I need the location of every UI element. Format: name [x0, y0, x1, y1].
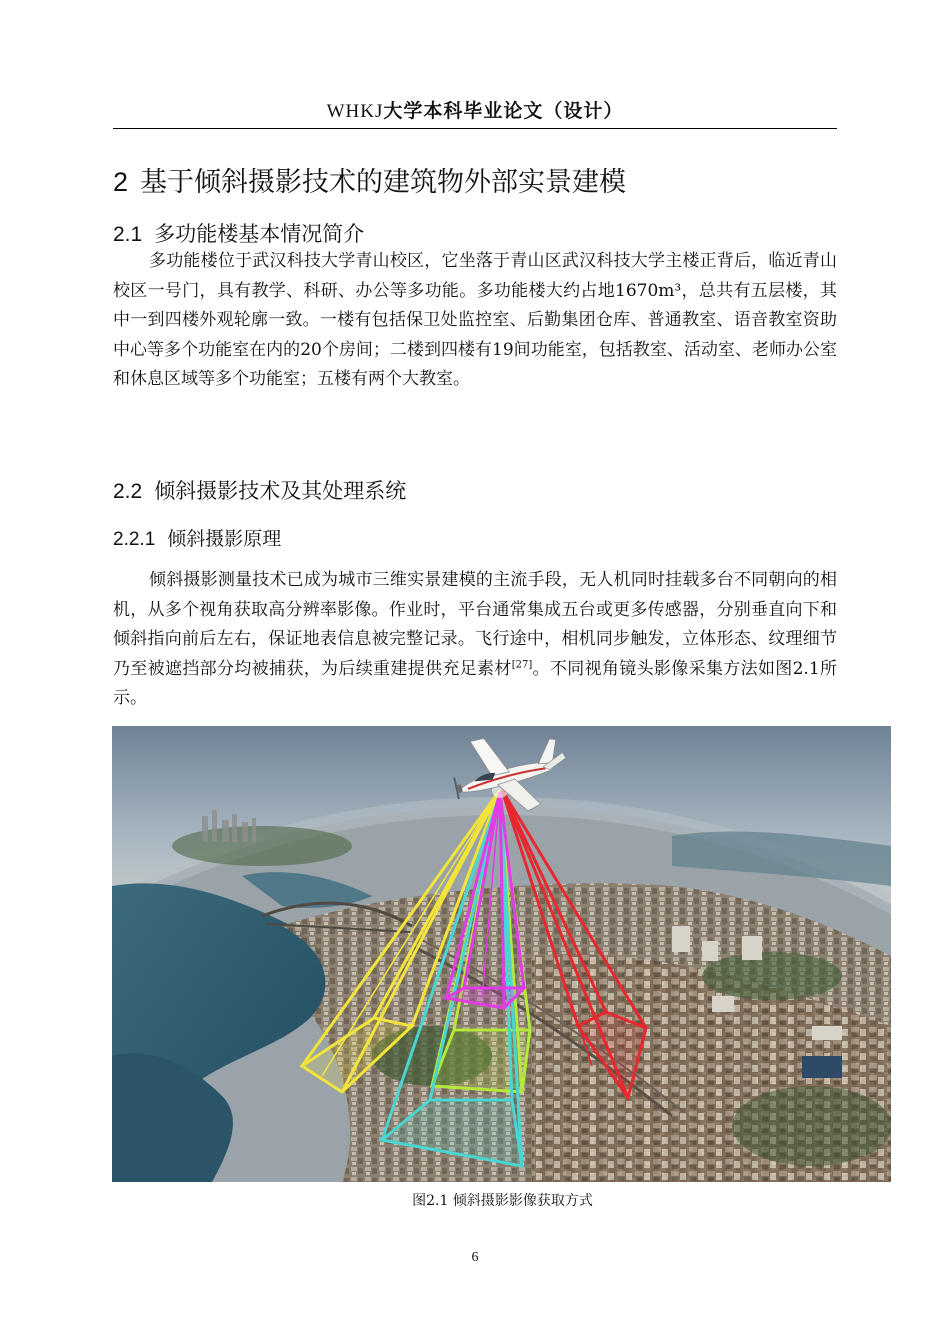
section-title-text: 倾斜摄影技术及其处理系统: [154, 479, 407, 503]
section-title-2-2: [113, 475, 406, 505]
header-institution-code: WHKJ: [326, 101, 384, 122]
section-number: 2.2: [113, 480, 143, 503]
header-document-type: 大学本科毕业论文（设计）: [383, 100, 624, 122]
citation-27: [27]: [511, 658, 533, 670]
section-title-2-1: [113, 218, 364, 248]
aerial-city-illustration: [112, 726, 891, 1182]
figure-caption: 图2.1 倾斜摄影影像获取方式: [412, 1193, 593, 1209]
chapter-number: 2: [113, 167, 129, 197]
paragraph-building-overview: 多功能楼位于武汉科技大学青山校区，它坐落于青山区武汉科技大学主楼正背后，临近青山校区一号门，具有教学、科研、办公等多功能。多功能楼大约占地1670m³，总共有五层楼，其中一到四楼外观轮廓一致。一楼有包括保卫处监控室、后勤集团仓库、普通教室、语音教室资助中心等多个功能室在内的20个房间；二楼到四楼有19间功能室，包括教室、活动室、老师办公室和休息区域等多个功能室；五楼有两个大教室。: [113, 251, 837, 389]
subsection-title-2-2-1: [113, 524, 281, 551]
header-rule: [113, 128, 837, 129]
section-title-text: 多功能楼基本情况简介: [154, 222, 365, 246]
figure-oblique-photography: [112, 726, 891, 1182]
chapter-title-text: 基于倾斜摄影技术的建筑物外部实景建模: [140, 167, 627, 198]
page-number: 6: [471, 1250, 479, 1265]
paragraph-oblique-principle: [113, 566, 837, 714]
paragraph-text-tail: 。不同视角镜头影像采集方法如图2.1所示。: [113, 658, 837, 708]
subsection-title-text: 倾斜摄影原理: [167, 528, 282, 550]
paragraph-text: 倾斜摄影测量技术已成为城市三维实景建模的主流手段，无人机同时挂载多台不同朝向的相机，从多个视角获取高分辨率影像。作业时，平台通常集成五台或更多传感器，分别垂直向下和倾斜指向前后左右，保证地表信息被完整记录。飞行途中，相机同步触发，立体形态、纹理细节乃至被遮挡部分均被捕获，为后续重建提供充足素材: [113, 570, 837, 679]
running-header: [113, 96, 837, 123]
section-number: 2.1: [113, 223, 143, 246]
chapter-title: [113, 160, 626, 199]
subsection-number: 2.2.1: [113, 529, 156, 550]
